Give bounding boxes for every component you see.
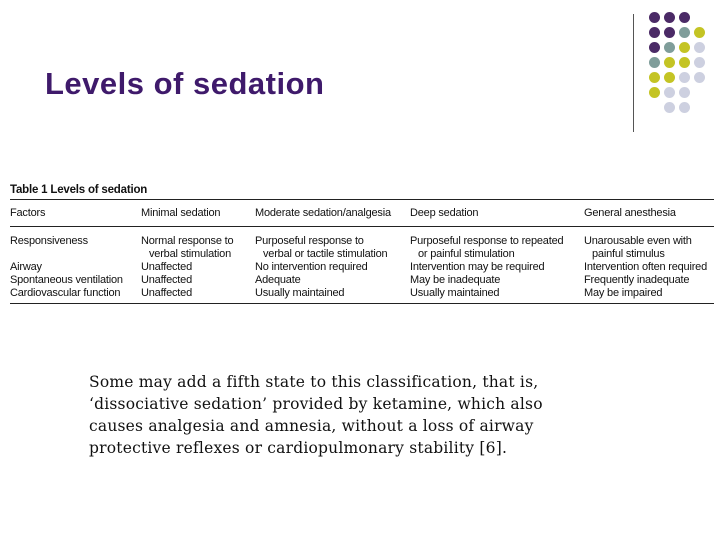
decor-dot [664, 42, 675, 53]
table-cell: Airway [10, 261, 42, 273]
decor-dot [664, 12, 675, 23]
decor-dot [679, 12, 690, 23]
decor-dot [679, 42, 690, 53]
column-header: Deep sedation [410, 200, 584, 227]
table-cell: Responsiveness [10, 235, 88, 247]
note-line: ‘dissociative sedation’ provided by ketamine, which also [89, 395, 543, 413]
table-cell [141, 227, 255, 262]
decor-dot [694, 42, 705, 53]
table-cell [255, 227, 410, 262]
decor-dot [664, 102, 675, 113]
note-line: causes analgesia and amnesia, without a loss of airway [89, 417, 534, 435]
table-cell: Intervention may be required [410, 261, 545, 273]
decor-dot [694, 57, 705, 68]
table-cell [410, 227, 584, 262]
table-cell: Unaffected [141, 274, 193, 286]
decor-dot [694, 27, 705, 38]
decor-dot [664, 27, 675, 38]
decor-dot [664, 87, 675, 98]
column-header: Moderate sedation/analgesia [255, 200, 410, 227]
table-row [10, 227, 714, 262]
decor-dot [649, 87, 660, 98]
sedation-levels-table [10, 200, 714, 303]
column-header: Factors [10, 200, 141, 227]
decor-dot [679, 57, 690, 68]
cell-line: Purposeful response to [255, 235, 364, 247]
table-cell: Frequently inadequate [584, 274, 690, 286]
table-cell: No intervention required [255, 261, 368, 273]
table-row [10, 261, 714, 274]
title-divider-line [633, 14, 634, 132]
column-header: General anesthesia [584, 200, 714, 227]
table-cell: Usually maintained [255, 287, 345, 299]
table-cell: Usually maintained [410, 287, 500, 299]
decor-dot [679, 87, 690, 98]
decor-dot [694, 72, 705, 83]
decor-dot [679, 27, 690, 38]
slide-title: Levels of sedation [45, 66, 325, 101]
decor-dot [649, 27, 660, 38]
cell-line: verbal stimulation [149, 248, 231, 260]
column-header: Minimal sedation [141, 200, 255, 227]
cell-line: Normal response to [141, 235, 234, 247]
decor-dot [679, 102, 690, 113]
table-cell: Adequate [255, 274, 301, 286]
table-bottom-rule [10, 303, 714, 304]
table-row [10, 287, 714, 303]
sedation-table-figure [10, 181, 714, 304]
cell-line: painful stimulus [592, 248, 665, 260]
decor-dot [664, 57, 675, 68]
decor-dot [649, 72, 660, 83]
table-row [10, 274, 714, 287]
table-cell: Unaffected [141, 287, 193, 299]
table-caption: Table 1 Levels of sedation [10, 184, 148, 196]
decor-dot [664, 72, 675, 83]
cell-line: verbal or tactile stimulation [263, 248, 388, 260]
table-cell [584, 227, 714, 262]
table-cell: Intervention often required [584, 261, 708, 273]
table-cell: Cardiovascular function [10, 287, 121, 299]
cell-line: or painful stimulation [418, 248, 515, 260]
cell-line: Unarousable even with [584, 235, 692, 247]
decor-dot [649, 57, 660, 68]
decor-dot [679, 72, 690, 83]
cell-line: Purposeful response to repeated [410, 235, 564, 247]
table-cell: Spontaneous ventilation [10, 274, 123, 286]
decor-dot [649, 12, 660, 23]
note-line: Some may add a fifth state to this classification, that is, [89, 373, 539, 391]
table-cell: May be impaired [584, 287, 663, 299]
decor-dot [649, 42, 660, 53]
dot-grid-decoration [649, 12, 719, 118]
fifth-state-note [89, 371, 609, 459]
table-cell: May be inadequate [410, 274, 501, 286]
table-cell: Unaffected [141, 261, 193, 273]
table-header-row [10, 200, 714, 227]
note-line: protective reflexes or cardiopulmonary stability [6]. [89, 439, 508, 457]
